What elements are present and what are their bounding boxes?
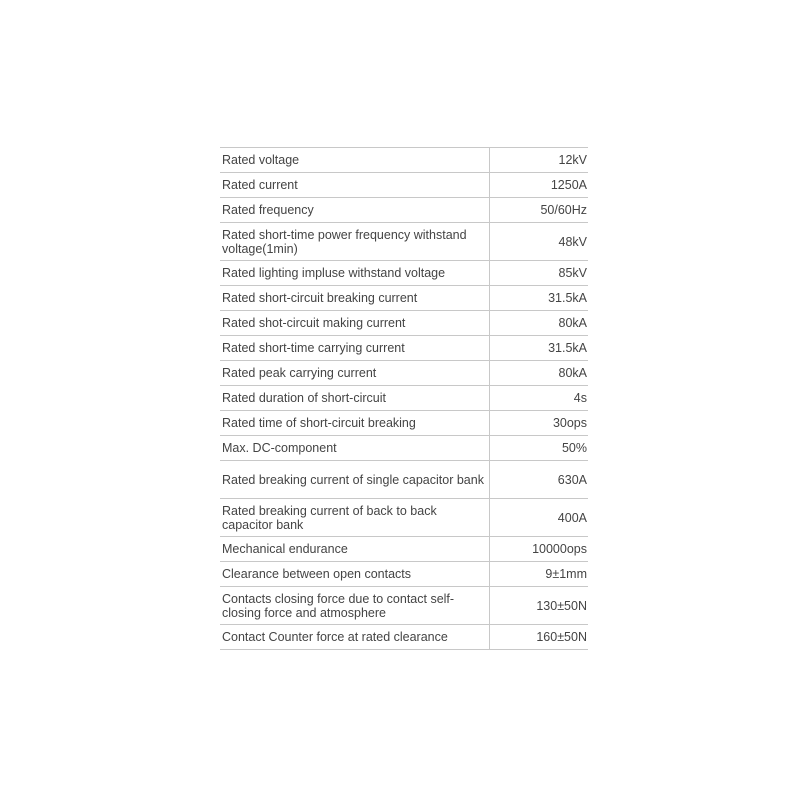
table-row — [220, 461, 588, 499]
parameter-cell: Mechanical endurance — [220, 537, 490, 562]
parameter-cell: Clearance between open contacts — [220, 562, 490, 587]
parameter-cell: Rated short-time carrying current — [220, 336, 490, 361]
parameter-cell: Rated lighting impluse withstand voltage — [220, 261, 490, 286]
table-row — [220, 562, 588, 587]
value-cell: 9±1mm — [490, 562, 589, 587]
parameter-cell: Rated short-circuit breaking current — [220, 286, 490, 311]
value-cell: 130±50N — [490, 587, 589, 625]
value-cell: 10000ops — [490, 537, 589, 562]
value-cell: 31.5kA — [490, 336, 589, 361]
value-cell: 400A — [490, 499, 589, 537]
table-row — [220, 311, 588, 336]
parameter-cell: Rated current — [220, 173, 490, 198]
value-cell: 80kA — [490, 361, 589, 386]
parameter-cell: Rated peak carrying current — [220, 361, 490, 386]
table-row — [220, 223, 588, 261]
table-row — [220, 436, 588, 461]
parameter-cell: Max. DC-component — [220, 436, 490, 461]
parameter-cell: Rated breaking current of single capacitor bank — [220, 461, 490, 499]
parameter-cell: Rated breaking current of back to back capacitor bank — [220, 499, 490, 537]
parameter-cell: Rated short-time power frequency withstand voltage(1min) — [220, 223, 490, 261]
value-cell: 31.5kA — [490, 286, 589, 311]
specifications-table-body — [220, 148, 588, 650]
table-row — [220, 386, 588, 411]
table-row — [220, 198, 588, 223]
value-cell: 80kA — [490, 311, 589, 336]
value-cell: 30ops — [490, 411, 589, 436]
table-row — [220, 537, 588, 562]
value-cell: 85kV — [490, 261, 589, 286]
table-row — [220, 625, 588, 650]
table-row — [220, 336, 588, 361]
parameter-cell: Rated shot-circuit making current — [220, 311, 490, 336]
table-row — [220, 587, 588, 625]
table-row — [220, 261, 588, 286]
specifications-table — [220, 147, 588, 650]
value-cell: 1250A — [490, 173, 589, 198]
value-cell: 12kV — [490, 148, 589, 173]
value-cell: 630A — [490, 461, 589, 499]
table-row — [220, 499, 588, 537]
parameter-cell: Rated duration of short-circuit — [220, 386, 490, 411]
table-row — [220, 173, 588, 198]
value-cell: 160±50N — [490, 625, 589, 650]
parameter-cell: Rated frequency — [220, 198, 490, 223]
table-row — [220, 148, 588, 173]
value-cell: 4s — [490, 386, 589, 411]
parameter-cell: Contacts closing force due to contact self-closing force and atmosphere — [220, 587, 490, 625]
value-cell: 48kV — [490, 223, 589, 261]
value-cell: 50/60Hz — [490, 198, 589, 223]
parameter-cell: Contact Counter force at rated clearance — [220, 625, 490, 650]
table-row — [220, 361, 588, 386]
table-row — [220, 411, 588, 436]
table-row — [220, 286, 588, 311]
parameter-cell: Rated time of short-circuit breaking — [220, 411, 490, 436]
parameter-cell: Rated voltage — [220, 148, 490, 173]
value-cell: 50% — [490, 436, 589, 461]
